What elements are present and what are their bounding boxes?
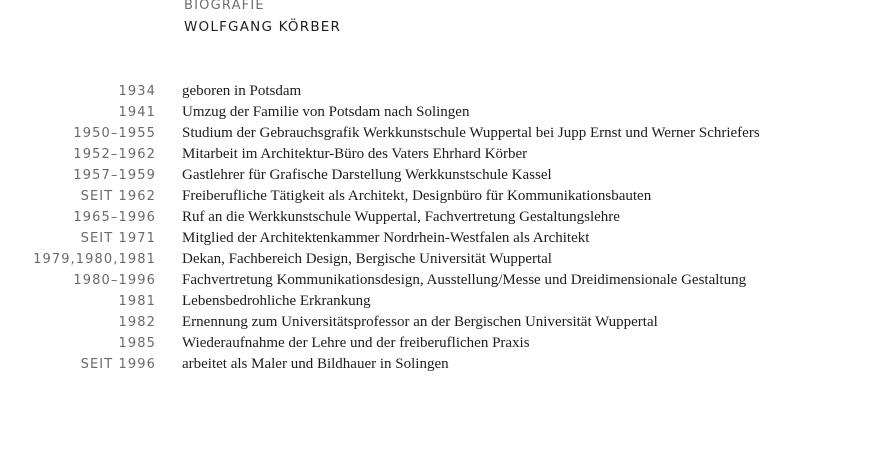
timeline-row bbox=[0, 333, 874, 354]
timeline-year: 1980–1996 bbox=[73, 273, 156, 288]
timeline-year: 1979,1980,1981 bbox=[33, 252, 156, 267]
timeline-text: Lebensbedrohliche Erkrankung bbox=[182, 293, 371, 309]
timeline-text: arbeitet als Maler und Bildhauer in Solingen bbox=[182, 356, 449, 372]
timeline-text: Umzug der Familie von Potsdam nach Solingen bbox=[182, 104, 470, 120]
timeline-text: Fachvertretung Kommunikationsdesign, Ausstellung/Messe und Dreidimensionale Gestaltung bbox=[182, 272, 747, 288]
timeline-row bbox=[0, 249, 874, 270]
timeline-text: Wiederaufnahme der Lehre und der freiberuflichen Praxis bbox=[182, 335, 530, 351]
timeline-year: 1941 bbox=[118, 105, 156, 120]
timeline-text: geboren in Potsdam bbox=[182, 83, 302, 99]
timeline-text: Mitglied der Architektenkammer Nordrhein-Westfalen als Architekt bbox=[182, 230, 590, 246]
timeline-row bbox=[0, 186, 874, 207]
timeline-row bbox=[0, 312, 874, 333]
timeline-text: Dekan, Fachbereich Design, Bergische Universität Wuppertal bbox=[182, 251, 552, 267]
timeline-year: 1985 bbox=[118, 336, 156, 351]
timeline-year: 1981 bbox=[118, 294, 156, 309]
timeline-text: Freiberufliche Tätigkeit als Architekt, Designbüro für Kommunikationsbauten bbox=[182, 188, 652, 204]
timeline-year: 1950–1955 bbox=[73, 126, 156, 141]
page-heading bbox=[184, 0, 341, 36]
timeline-year: SEIT 1971 bbox=[80, 231, 156, 246]
timeline-year: 1965–1996 bbox=[73, 210, 156, 225]
timeline-row bbox=[0, 102, 874, 123]
timeline-year: 1934 bbox=[118, 84, 156, 99]
timeline-year: 1952–1962 bbox=[73, 147, 156, 162]
timeline-row bbox=[0, 207, 874, 228]
timeline-row bbox=[0, 228, 874, 249]
person-name: WOLFGANG KÖRBER bbox=[184, 19, 342, 35]
timeline-year: SEIT 1996 bbox=[80, 357, 156, 372]
timeline-year: 1982 bbox=[118, 315, 156, 330]
timeline-row bbox=[0, 81, 874, 102]
timeline-text: Gastlehrer für Grafische Darstellung Werkkunstschule Kassel bbox=[182, 167, 552, 183]
timeline-text: Mitarbeit im Architektur-Büro des Vaters Ehrhard Körber bbox=[182, 146, 528, 162]
timeline-row bbox=[0, 291, 874, 312]
timeline-row bbox=[0, 123, 874, 144]
section-overline: BIOGRAFIE bbox=[184, 0, 265, 13]
timeline-row bbox=[0, 270, 874, 291]
timeline-row bbox=[0, 354, 874, 375]
timeline-row bbox=[0, 144, 874, 165]
timeline-year: SEIT 1962 bbox=[80, 189, 156, 204]
timeline-row bbox=[0, 165, 874, 186]
timeline-text: Ruf an die Werkkunstschule Wuppertal, Fachvertretung Gestaltungslehre bbox=[182, 209, 620, 225]
timeline-text: Studium der Gebrauchsgrafik Werkkunstschule Wuppertal bei Jupp Ernst und Werner Schriefers bbox=[182, 125, 760, 141]
biography-timeline bbox=[0, 81, 874, 375]
timeline-year: 1957–1959 bbox=[73, 168, 156, 183]
timeline-text: Ernennung zum Universitätsprofessor an der Bergischen Universität Wuppertal bbox=[182, 314, 658, 330]
